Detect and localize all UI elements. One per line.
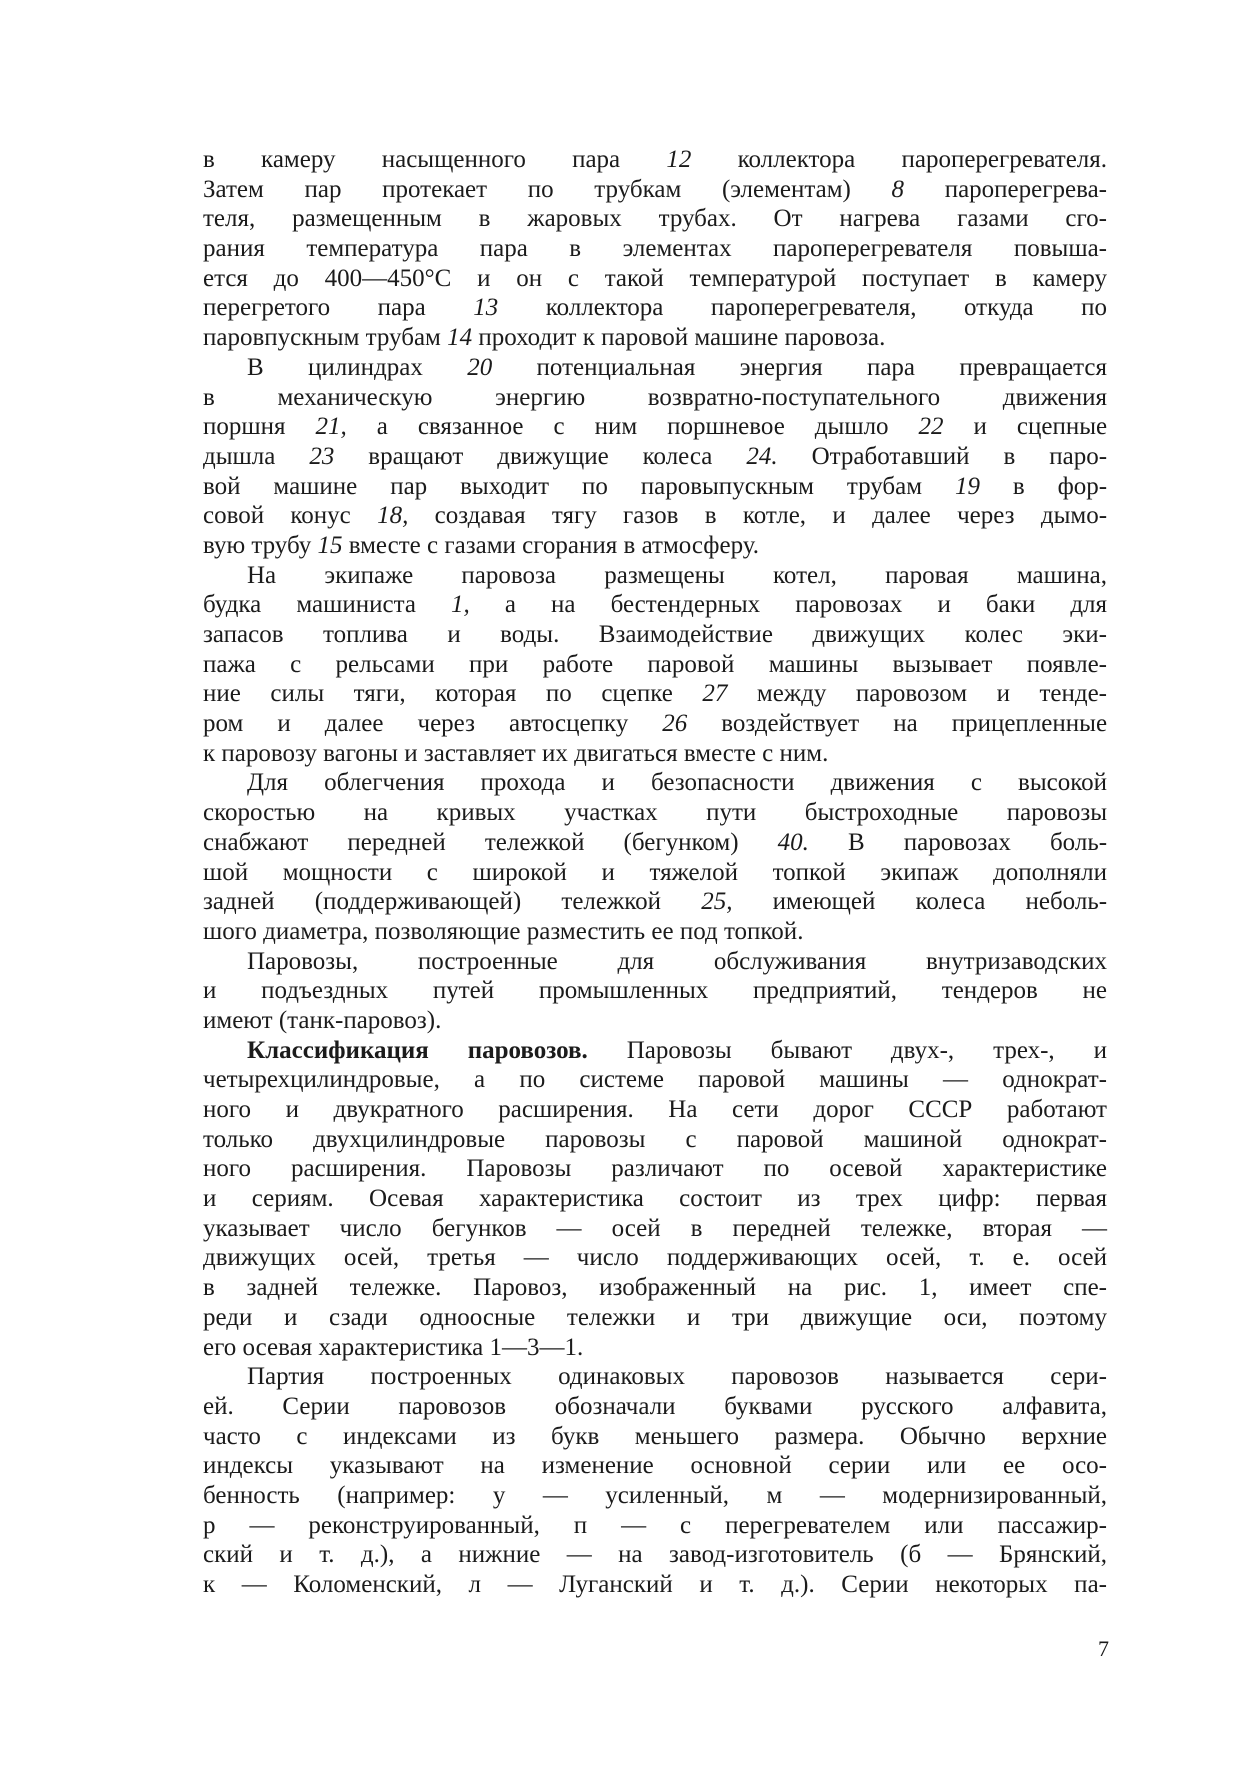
figure-reference-number: 24. [746, 442, 778, 470]
text-line: ние силы тяги, которая по сцепке 27 между паровозом и тенде- [203, 680, 1108, 708]
text-line: В цилиндрах 20 потенциальная энергия пара превращается [247, 353, 1108, 381]
text-line: и подъездных путей промышленных предприятий, тендеров не [203, 977, 1107, 1005]
text-line: поршня 21, а связанное с ним поршневое дышло 22 и сцепные [203, 413, 1108, 441]
figure-reference-number: 18, [377, 502, 409, 530]
figure-reference-number: 1, [451, 591, 470, 619]
text-line: дышла 23 вращают движущие колеса 24. Отработавший в паро- [203, 442, 1108, 470]
text-line: задней (поддерживающей) тележкой 25, имеющей колеса неболь- [203, 888, 1108, 916]
text-line: пажа с рельсами при работе паровой машины вызывает появле- [203, 650, 1107, 678]
text-line: ром и далее через автосцепку 26 воздействует на прицепленные [203, 710, 1108, 738]
section-heading: Классификация паровозов. [247, 1036, 588, 1064]
text-line: в камеру насыщенного пара 12 коллектора пароперегревателя. [203, 146, 1108, 173]
text-line: шого диаметра, позволяющие разместить ее под топкой. [203, 917, 804, 945]
text-line: Партия построенных одинаковых паровозов называется сери- [247, 1363, 1107, 1391]
paragraph [203, 145, 1107, 353]
text-line: теля, размещенным в жаровых трубах. От нагрева газами сго- [203, 205, 1107, 233]
text-line: Затем пар протекает по трубкам (элементам) 8 пароперегрева- [203, 175, 1107, 203]
text-line: движущих осей, третья — число поддерживающих осей, т. е. осей [203, 1244, 1107, 1272]
figure-reference-number: 8 [891, 175, 905, 203]
text-line: ного расширения. Паровозы различают по осевой характеристике [203, 1155, 1107, 1183]
text-line: шой мощности с широкой и тяжелой топкой экипаж дополняли [203, 858, 1107, 886]
page-number: 7 [1098, 1636, 1109, 1661]
text-line: Для облегчения прохода и безопасности движения с высокой [247, 769, 1107, 797]
text-line: его осевая характеристика 1—3—1. [203, 1333, 584, 1361]
figure-reference-number: 12 [666, 146, 692, 173]
text-line: р — реконструированный, п — с перегревателем или пассажир- [203, 1511, 1107, 1539]
figure-reference-number: 19 [954, 472, 980, 500]
text-line: снабжают передней тележкой (бегунком) 40. В паровозах боль- [203, 828, 1108, 856]
text-line: ного и двукратного расширения. На сети дорог СССР работают [203, 1096, 1107, 1123]
text-line: запасов топлива и воды. Взаимодействие движущих колес эки- [203, 621, 1107, 648]
paragraph [203, 1362, 1107, 1600]
text-line: вую трубу 15 вместе с газами сгорания в атмосферу. [203, 531, 760, 559]
text-line: ский и т. д.), а нижние — на завод-изготовитель (б — Брянский, [203, 1541, 1107, 1569]
text-line: совой конус 18, создавая тягу газов в котле, и далее через дымо- [203, 502, 1108, 530]
paragraph [203, 561, 1107, 769]
figure-reference-number: 15 [317, 531, 343, 559]
text-line: и сериям. Осевая характеристика состоит из трех цифр: первая [203, 1185, 1107, 1213]
text-line: к — Коломенский, л — Луганский и т. д.). Серии некоторых па- [203, 1571, 1107, 1598]
section-heading-line: Классификация паровозов. Паровозы бывают двух-, трех-, и [247, 1036, 1107, 1064]
figure-reference-number: 14 [447, 324, 473, 352]
text-line: Паровозы, построенные для обслуживания внутризаводских [247, 947, 1107, 975]
text-line: вой машине пар выходит по паровыпускным трубам 19 в фор- [203, 472, 1108, 500]
text-line: в задней тележке. Паровоз, изображенный на рис. 1, имеет спе- [203, 1274, 1107, 1302]
text-line: только двухцилиндровые паровозы с паровой машиной однократ- [203, 1125, 1107, 1153]
paragraph [203, 947, 1107, 1036]
figure-reference-number: 25, [701, 888, 733, 916]
text-line: перегретого пара 13 коллектора пароперегревателя, откуда по [203, 294, 1108, 322]
text-line: реди и сзади одноосные тележки и три движущие оси, поэтому [203, 1303, 1107, 1331]
body-text [203, 145, 1107, 1600]
text-line: четырехцилиндровые, а по системе паровой машины — однократ- [203, 1066, 1107, 1094]
text-line: имеют (танк-паровоз). [203, 1006, 442, 1034]
figure-reference-number: 26 [662, 710, 688, 738]
text-line: бенность (например: у — усиленный, м — модернизированный, [203, 1481, 1107, 1509]
text-line: ется до 400—450°С и он с такой температурой поступает в камеру [203, 264, 1107, 292]
figure-reference-number: 21, [315, 413, 347, 441]
figure-reference-number: 27 [702, 680, 728, 708]
figure-reference-number: 40. [777, 828, 809, 856]
figure-reference-number: 22 [918, 413, 944, 441]
text-line: будка машиниста 1, а на бестендерных паровозах и баки для [203, 591, 1108, 619]
paragraph [203, 1036, 1107, 1363]
paragraph [203, 353, 1107, 561]
text-line: часто с индексами из букв меньшего размера. Обычно верхние [203, 1422, 1107, 1450]
figure-reference-number: 13 [473, 294, 499, 322]
text-line: в механическую энергию возвратно-поступательного движения [203, 383, 1107, 411]
text-line: индексы указывают на изменение основной серии или ее осо- [203, 1452, 1107, 1480]
text-line: скоростью на кривых участках пути быстроходные паровозы [203, 799, 1107, 827]
text-line: На экипаже паровоза размещены котел, паровая машина, [247, 561, 1107, 589]
paragraph [203, 768, 1107, 946]
text-line: паровпускным трубам 14 проходит к паровой машине паровоза. [203, 324, 886, 352]
figure-reference-number: 20 [467, 353, 493, 381]
text-line: рания температура пара в элементах пароперегревателя повыша- [203, 235, 1107, 263]
text-line: указывает число бегунков — осей в передней тележке, вторая — [203, 1214, 1107, 1242]
text-line: к паровозу вагоны и заставляет их двигаться вместе с ним. [203, 739, 829, 767]
figure-reference-number: 23 [309, 442, 335, 470]
text-line: ей. Серии паровозов обозначали буквами русского алфавита, [203, 1392, 1107, 1420]
